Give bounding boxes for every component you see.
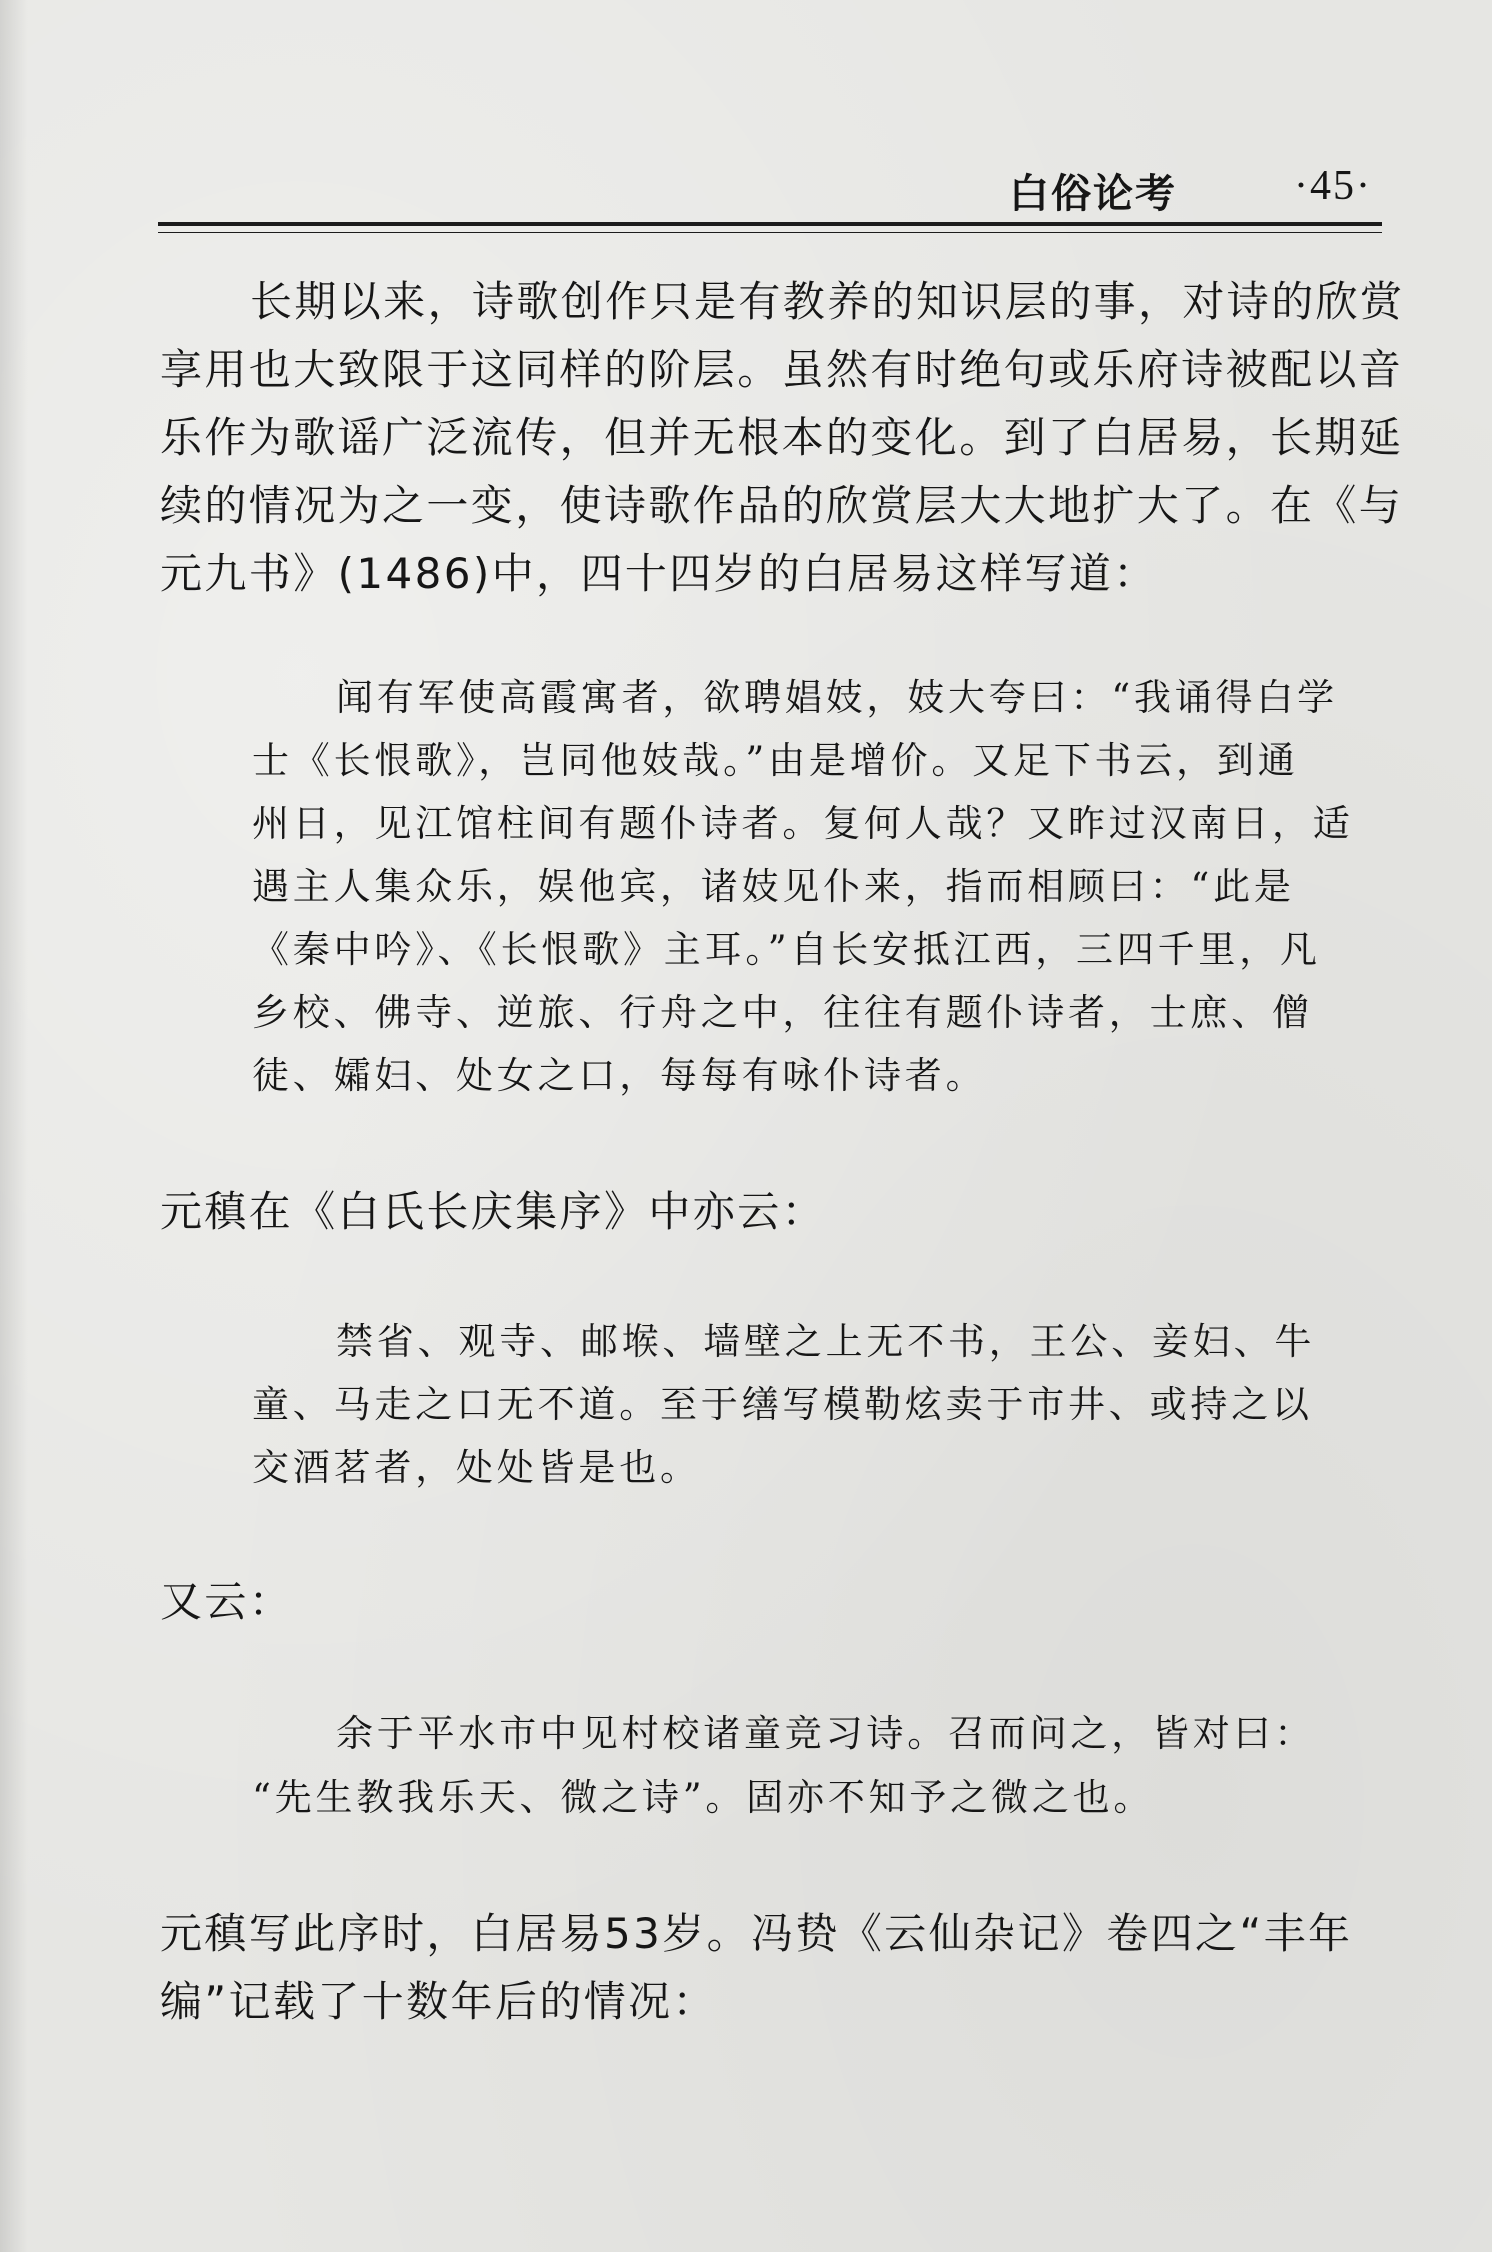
para2-line-1: 元稹在《白氏长庆集序》中亦云： xyxy=(160,1187,827,1236)
header-rule-thick xyxy=(158,222,1382,226)
quote2-line-1: 禁省、观寺、邮堠、墙壁之上无不书，王公、妾妇、牛 xyxy=(336,1320,1316,1363)
quote3-line-1: 余于平水市中见村校诸童竞习诗。召而问之，皆对曰： xyxy=(336,1712,1316,1755)
page-fold-shadow xyxy=(0,0,28,2252)
header-rule-thin xyxy=(158,232,1382,233)
quote1-line-1: 闻有军使高霞寓者，欲聘娼妓，妓大夸曰：“我诵得白学 xyxy=(336,676,1338,719)
quote1-line-4: 遇主人集众乐，娱他宾，诸妓见仆来，指而相顾曰：“此是 xyxy=(252,865,1295,908)
header-title: 白俗论考 xyxy=(1009,171,1177,217)
quote1-line-3: 州日，见江馆柱间有题仆诗者。复何人哉？又昨过汉南日，适 xyxy=(252,802,1354,845)
para3-line-1: 又云： xyxy=(160,1577,294,1626)
para1-line-2: 享用也大致限于这同样的阶层。虽然有时绝句或乐府诗被配以音 xyxy=(160,345,1404,394)
quote1-line-6: 乡校、佛寺、逆旅、行舟之中，往往有题仆诗者，士庶、僧 xyxy=(252,991,1313,1034)
quote2-line-3: 交酒茗者，处处皆是也。 xyxy=(252,1446,701,1489)
para4-line-1: 元稹写此序时，白居易53岁。冯贽《云仙杂记》卷四之“丰年 xyxy=(160,1909,1353,1958)
quote3-line-2: “先生教我乐天、微之诗”。固亦不知予之微之也。 xyxy=(252,1776,1155,1819)
page-number: ·45· xyxy=(1294,163,1372,209)
para1-line-5: 元九书》(1486)中，四十四岁的白居易这样写道： xyxy=(160,549,1158,598)
quote1-line-7: 徒、孀妇、处女之口，每每有咏仆诗者。 xyxy=(252,1054,987,1097)
para1-line-1: 长期以来，诗歌创作只是有教养的知识层的事，对诗的欣赏 xyxy=(250,277,1405,326)
quote1-line-2: 士《长恨歌》，岂同他妓哉。”由是增价。又足下书云，到通 xyxy=(252,739,1299,782)
para1-line-3: 乐作为歌谣广泛流传，但并无根本的变化。到了白居易，长期延 xyxy=(160,413,1404,462)
para4-line-2: 编”记载了十数年后的情况： xyxy=(160,1977,717,2026)
quote1-line-5: 《秦中吟》、《长恨歌》主耳。”自长安抵江西，三四千里，凡 xyxy=(252,928,1321,971)
para1-line-4: 续的情况为之一变，使诗歌作品的欣赏层大大地扩大了。在《与 xyxy=(160,481,1404,530)
running-header xyxy=(158,152,1382,217)
quote2-line-2: 童、马走之口无不道。至于缮写模勒炫卖于市井、或持之以 xyxy=(252,1383,1313,1426)
